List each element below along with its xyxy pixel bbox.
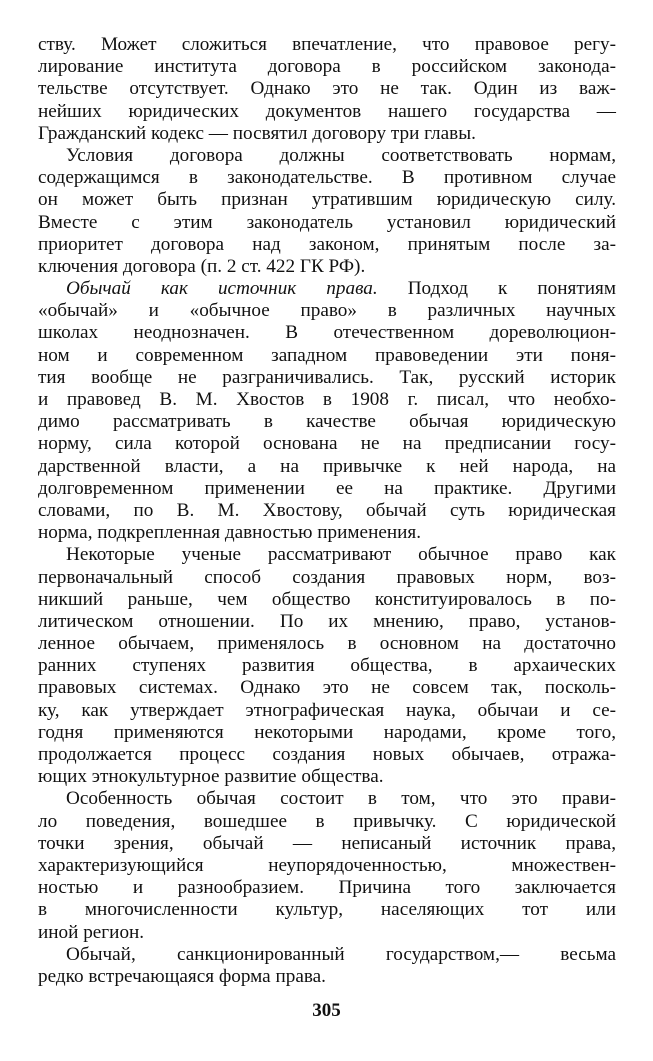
text-line: приоритет договора над законом, принятым после за- — [38, 233, 616, 255]
paragraph-1 — [38, 34, 616, 145]
text-line: нейших юридических документов нашего государства — — [38, 100, 616, 122]
text-line: Обычай, санкционированный государством,— весьма — [66, 943, 616, 965]
text-line: ющих этнокультурное развитие общества. — [38, 766, 384, 788]
text-line: норму, сила которой основана не на предписании госу- — [38, 433, 616, 455]
text-line: норма, подкрепленная давностью применения. — [38, 522, 422, 544]
text-line: продолжается процесс создания новых обычаев, отража- — [38, 744, 616, 765]
text-run: Подход к понятиям — [377, 278, 616, 300]
text-line: ранних ступенях развития общества, в архаических — [38, 655, 616, 677]
text-line: дарственной власти, а на привычке к ней народа, на — [38, 455, 616, 477]
text-line: ству. Может сложиться впечатление, что правовое регу- — [38, 34, 616, 55]
text-line: «обычай» и «обычное право» в различных научных — [38, 300, 616, 322]
text-line: ключения договора (п. 2 ст. 422 ГК РФ). — [38, 255, 366, 277]
paragraph-3 — [38, 278, 616, 544]
paragraph-2 — [38, 145, 616, 278]
text-line: характеризующийся неупорядоченностью, множествен- — [38, 854, 616, 876]
text-line: Особенность обычая состоит в том, что это прави- — [66, 788, 616, 810]
text-line: он может быть признан утратившим юридическую силу. — [38, 189, 616, 211]
text-line: годня применяются некоторыми народами, кроме того, — [38, 721, 616, 743]
text-line: димо рассматривать в качестве обычая юридическую — [38, 411, 616, 433]
text-line: содержащимся в законодательстве. В противном случае — [38, 167, 616, 189]
text-line: Некоторые ученые рассматривают обычное право как — [66, 544, 616, 566]
text-line: ло поведения, вошедшее в привычку. С юридической — [38, 810, 616, 832]
paragraph-6 — [38, 944, 616, 988]
text-line: литическом отношении. По их мнению, право, установ- — [38, 610, 616, 632]
text-line: тельстве отсутствует. Однако это не так. Один из важ- — [38, 78, 616, 100]
text-line: в многочисленности культур, населяющих тот или — [38, 899, 616, 921]
text-line: и правовед В. М. Хвостов в 1908 г. писал, что необхо- — [38, 389, 616, 410]
italic-heading: Обычай как источник права. — [66, 278, 378, 300]
text-line: Условия договора должны соответствовать нормам, — [66, 144, 616, 166]
text-line: первоначальный способ создания правовых норм, воз- — [38, 566, 616, 588]
text-line: иной регион. — [38, 921, 145, 943]
text-line — [38, 278, 616, 300]
text-line: редко встречающаяся форма права. — [38, 965, 326, 987]
text-line: словами, по В. М. Хвостову, обычай суть юридическая — [38, 499, 616, 521]
text-line: Гражданский кодекс — посвятил договору три главы. — [38, 122, 476, 144]
text-line: ностью и разнообразием. Причина того заключается — [38, 877, 616, 899]
text-line: долговременном применении ее на практике. Другими — [38, 477, 616, 499]
text-line: Вместе с этим законодатель установил юридический — [38, 211, 616, 233]
text-line: тия вообще не разграничивались. Так, русский историк — [38, 366, 616, 388]
text-line: точки зрения, обычай — неписаный источник права, — [38, 832, 616, 854]
text-line: ленное обычаем, применялось в основном на достаточно — [38, 633, 616, 655]
page-text-block — [38, 34, 616, 988]
text-line: ку, как утверждает этнографическая наука, обычаи и се- — [38, 699, 616, 721]
text-line: правовых системах. Однако это не совсем так, посколь- — [38, 677, 616, 699]
text-line: ном и современном западном правоведении эти поня- — [38, 344, 616, 366]
page-number: 305 — [312, 1000, 341, 1021]
text-line: лирование института договора в российском законода- — [38, 56, 616, 78]
text-line: никший раньше, чем общество конституировалось в по- — [38, 588, 616, 610]
text-line: школах неоднозначен. В отечественном дореволюцион- — [38, 322, 616, 344]
paragraph-5 — [38, 788, 616, 943]
paragraph-4 — [38, 544, 616, 788]
